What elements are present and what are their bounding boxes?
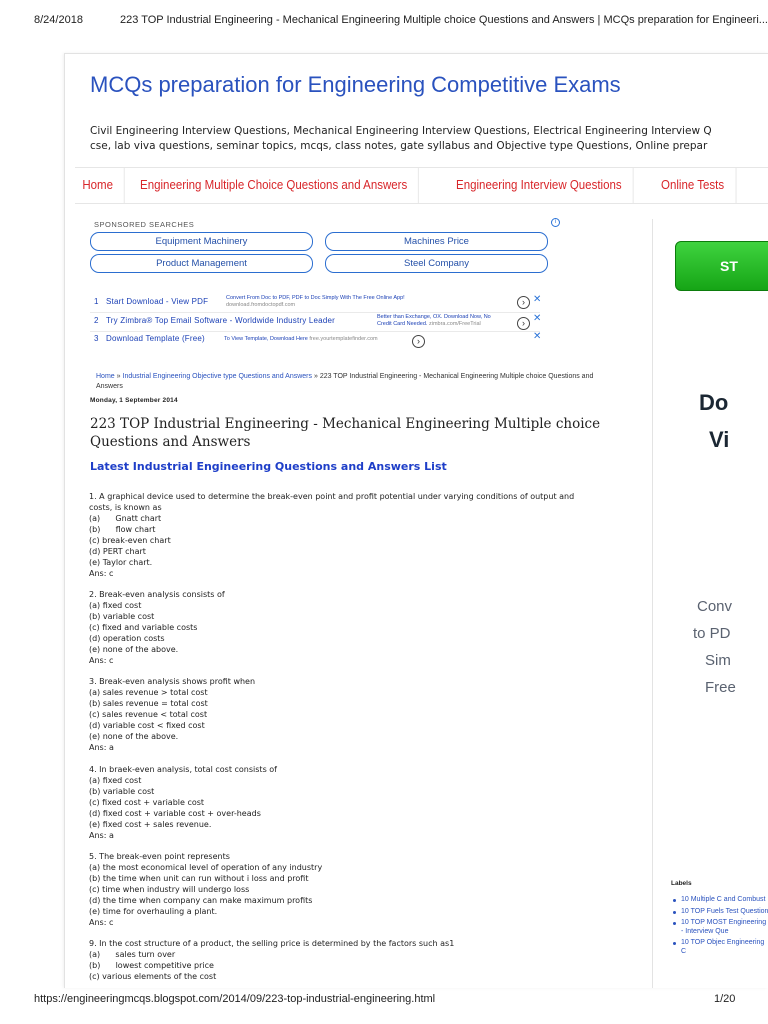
nav-online-tests[interactable]: Online Tests [650, 168, 736, 203]
ad-pill-equipment-machinery[interactable]: Equipment Machinery [90, 232, 313, 251]
question-block: 3. Break-even analysis shows profit when (a) sales revenue > total cost (b) sales revenue = total cost (c) sales revenue < total cost (d) variable cost < fixed cost (e) none of the above. Ans: a [89, 677, 256, 752]
ad-number: 3 [94, 334, 99, 343]
sidebar-ad-heading: Do [699, 390, 729, 415]
ad-description: To View Template, Download Here free.yourtemplatefinder.com [224, 336, 378, 342]
post-title: 223 TOP Industrial Engineering - Mechanical Engineering Multiple choice Questions and Answers [90, 416, 601, 450]
print-header [34, 14, 768, 28]
ad-title[interactable]: Download Template (Free) [106, 334, 205, 343]
ad-pill-machines-price[interactable]: Machines Price [325, 232, 548, 251]
ad-row[interactable] [94, 294, 544, 312]
sidebar-ad-button[interactable]: ST [675, 241, 768, 291]
nav-engineering-mcq[interactable]: Engineering Multiple Choice Questions and Answers [129, 168, 419, 203]
close-icon[interactable]: ✕ [533, 313, 542, 324]
print-date: 8/24/2018 [34, 14, 83, 26]
ad-description: Convert From Doc to PDF, PDF to Doc Simply With The Free Online App! download.fromdoctopdf.com [226, 295, 405, 308]
ad-number: 2 [94, 316, 99, 325]
ad-title[interactable]: Start Download - View PDF [106, 297, 209, 306]
blog-description-line: cse, lab viva questions, seminar topics, mcqs, class notes, gate syllabus and Objective type Questions, Online prepar [90, 140, 708, 152]
blog-description-line: Civil Engineering Interview Questions, Mechanical Engineering Interview Questions, Electrical Engineering Interview Q [90, 125, 712, 137]
breadcrumb-home[interactable]: Home [96, 373, 115, 380]
sidebar-ad-heading: Vi [709, 427, 730, 452]
close-icon[interactable]: ✕ [533, 331, 542, 342]
print-url: https://engineeringmcqs.blogspot.com/2014/09/223-top-industrial-engineering.html [34, 993, 436, 1005]
breadcrumb-category[interactable]: Industrial Engineering Objective type Questions and Answers [122, 373, 312, 380]
blog-description [90, 124, 712, 154]
ad-number: 1 [94, 297, 99, 306]
sidebar-ad-text: to PD [693, 625, 731, 642]
ad-pill-product-management[interactable]: Product Management [90, 254, 313, 273]
question-block: 9. In the cost structure of a product, the selling price is determined by the factors such as1 (a) sales turn over (b) lowest competitive price (c) various elements of the cost [89, 939, 455, 981]
sidebar-ad-text: Conv [697, 598, 733, 615]
sidebar-divider [652, 219, 653, 988]
question-block: 2. Break-even analysis consists of (a) fixed cost (b) variable cost (c) fixed and variable costs (d) operation costs (e) none of the above. Ans: c [89, 590, 225, 665]
question-block: 1. A graphical device used to determine the break-even point and profit potential under varying conditions of output and costs, is known as (a) Gnatt chart (b) flow chart (c) break-even chart (d) PERT chart (e) Taylor chart. Ans: c [89, 492, 575, 578]
ad-pill-steel-company[interactable]: Steel Company [325, 254, 548, 273]
labels-list [671, 896, 768, 959]
label-link[interactable]: 10 Multiple C and Combust [671, 896, 768, 905]
question-block: 5. The break-even point represents (a) the most economical level of operation of any industry (b) the time when unit can run without i loss and profit (c) time when industry will undergo loss (d) the time when company can make maximum profits (e) time for overhauling a plant. Ans: c [89, 852, 323, 927]
post-subtitle: Latest Industrial Engineering Questions and Answers List [90, 460, 447, 473]
label-link[interactable]: 10 TOP Fuels Test Question [671, 908, 768, 917]
ad-title[interactable]: Try Zimbra® Top Email Software - Worldwide Industry Leader [106, 316, 335, 325]
post-date: Monday, 1 September 2014 [90, 397, 178, 404]
breadcrumb: Home » Industrial Engineering Objective type Questions and Answers » 223 TOP Industrial Engineering - Mechanical Engineering Multiple choice Questions and Answers [96, 373, 594, 390]
sidebar-ad-text: Free [705, 679, 736, 696]
labels-heading: Labels [671, 880, 692, 887]
ad-go-icon[interactable]: › [517, 296, 530, 309]
close-icon[interactable]: ✕ [533, 294, 542, 305]
label-link[interactable]: 10 TOP Objec Engineering C [671, 939, 768, 956]
breadcrumb-current: 223 TOP Industrial Engineering - Mechanical Engineering Multiple choice Questions and Answers [96, 373, 594, 390]
nav-interview-questions[interactable]: Engineering Interview Questions [445, 168, 634, 203]
label-link[interactable]: 10 TOP MOST Engineering - Interview Que [671, 919, 768, 936]
nav-home[interactable]: Home [75, 168, 125, 203]
ad-row[interactable] [94, 331, 544, 349]
ad-row[interactable] [94, 313, 544, 331]
ad-description: Better than Exchange, OX. Download Now, No Credit Card Needed. zimbra.com/FreeTrial [377, 314, 491, 327]
sidebar-ad-text: Sim [705, 652, 731, 669]
ad-info-icon[interactable]: i [551, 218, 560, 227]
print-footer [34, 993, 768, 1007]
ad-go-icon[interactable]: › [412, 335, 425, 348]
sponsored-label: SPONSORED SEARCHES [94, 220, 195, 229]
print-page-number: 1/20 [714, 993, 736, 1005]
web-page [64, 53, 768, 988]
main-nav [75, 167, 768, 204]
question-block: 4. In braek-even analysis, total cost consists of (a) fixed cost (b) variable cost (c) fixed cost + variable cost (d) fixed cost + variable cost + over-heads (e) fixed cost + sales revenue. Ans: a [89, 765, 277, 840]
blog-title[interactable]: MCQs preparation for Engineering Competitive Exams [90, 72, 621, 97]
print-doc-title: 223 TOP Industrial Engineering - Mechanical Engineering Multiple choice Questions and Answers | MCQs preparation for Engineeri... [120, 14, 768, 26]
ad-go-icon[interactable]: › [517, 317, 530, 330]
